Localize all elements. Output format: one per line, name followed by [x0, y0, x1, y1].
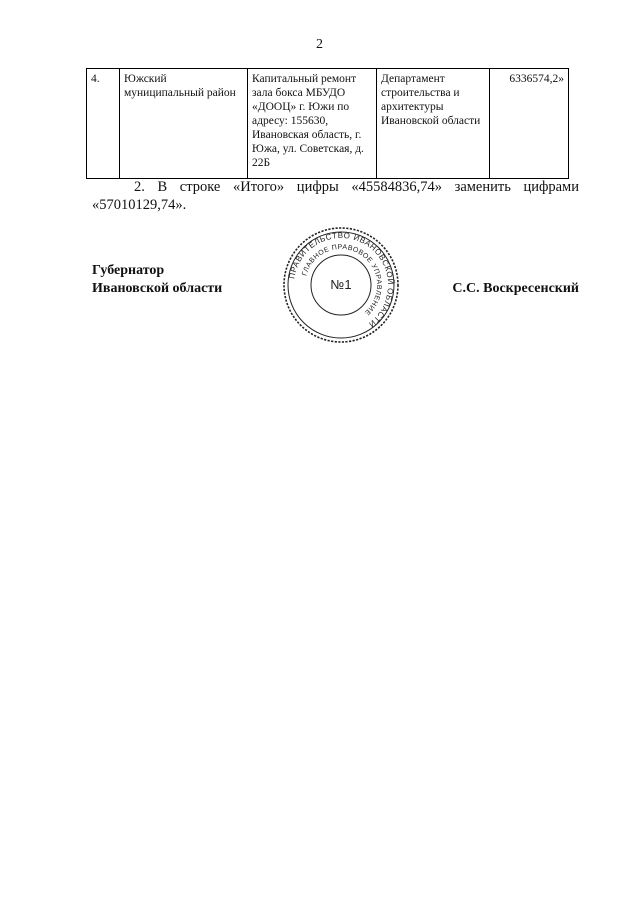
row-number-cell: 4.: [87, 69, 120, 179]
amendment-paragraph: 2. В строке «Итого» цифры «45584836,74» заменить цифрами «57010129,74».: [92, 179, 579, 213]
amendment-table: [86, 68, 569, 179]
seal-outer-text: ПРАВИТЕЛЬСТВО ИВАНОВСКОЙ ОБЛАСТИ: [287, 230, 396, 330]
signatory-name: С.С. Воскресенский: [452, 281, 579, 296]
object-cell: Капитальный ремонт зала бокса МБУДО «ДООЦ» г. Южи по адресу: 155630, Ивановская область, г. Южа, ул. Советская, д. 22Б: [248, 69, 377, 179]
seal-inner-text: ГЛАВНОЕ ПРАВОВОЕ УПРАВЛЕНИЕ: [301, 243, 383, 317]
seal-center-number: №1: [330, 277, 352, 292]
signatory-title: [92, 262, 222, 298]
district-cell: Южский муниципальный район: [120, 69, 248, 179]
seal-graphic: [281, 225, 401, 345]
table-row: [87, 69, 569, 179]
page-number: 2: [316, 37, 323, 52]
department-cell: Департамент строительства и архитектуры Ивановской области: [377, 69, 490, 179]
amount-cell: 6336574,2»: [490, 69, 569, 179]
official-seal-stamp: [281, 225, 401, 345]
signatory-title-line2: Ивановской области: [92, 281, 223, 296]
signatory-title-line1: Губернатор: [92, 263, 165, 278]
